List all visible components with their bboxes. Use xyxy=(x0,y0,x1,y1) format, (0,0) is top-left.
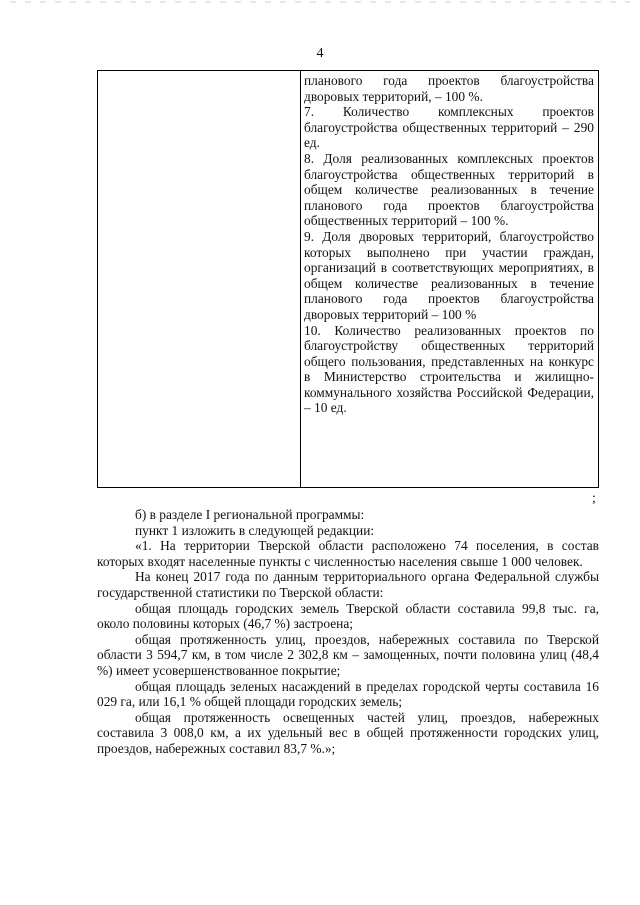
table-right-cell xyxy=(304,73,594,416)
body-paragraph: «1. На территории Тверской области расположено 74 поселения, в состав которых входят населенные пункты с численностью населения свыше 1 000 человек. xyxy=(97,538,599,569)
table-closing-semicolon: ; xyxy=(592,491,596,506)
scan-artifact-marks xyxy=(0,0,640,6)
program-table xyxy=(97,70,599,488)
body-paragraph: общая площадь городских земель Тверской области составила 99,8 тыс. га, около половины которых (46,7 %) застроена; xyxy=(97,600,599,632)
body-paragraph: пункт 1 изложить в следующей редакции: xyxy=(135,522,375,538)
body-paragraph: б) в разделе I региональной программы: xyxy=(135,507,365,522)
body-paragraph: общая площадь зеленых насаждений в пределах городской черты составила 16 029 га, или 16,1 % общей площади городских земель; xyxy=(97,678,599,710)
body-paragraph: общая протяженность освещенных частей улиц, проездов, набережных составила 3 008,0 км, а их удельный вес в общей протяженности городских улиц, проездов, набережных составил 83,7 %.»; xyxy=(97,709,599,756)
body-text xyxy=(97,507,599,757)
body-paragraph: На конец 2017 года по данным территориального органа Федеральной службы государственной статистики по Тверской области: xyxy=(97,569,599,600)
cell-paragraph: 7. Количество комплексных проектов благоустройства общественных территорий – 290 ед. xyxy=(304,104,594,151)
page-number: 4 xyxy=(316,46,324,61)
cell-paragraph: планового года проектов благоустройства дворовых территорий, – 100 %. xyxy=(304,73,594,104)
table-column-divider xyxy=(300,71,301,487)
cell-paragraph: 9. Доля дворовых территорий, благоустройство которых выполнено при участии граждан, организаций в соответствующих мероприятиях, в общем количестве реализованных в течение планового года проектов благоустройства дворовых территорий – 100 % xyxy=(304,228,594,322)
body-paragraph: общая протяженность улиц, проездов, набережных составила по Тверской области 3 594,7 км, в том числе 2 302,8 км – замощенных, почти половина улиц (48,4 %) имеет усовершенствованное покрытие; xyxy=(97,631,599,678)
cell-paragraph: 8. Доля реализованных комплексных проектов благоустройства общественных территорий в общем количестве реализованных в течение планового года проектов благоустройства общественных территорий – 100 %. xyxy=(304,150,594,229)
cell-paragraph: 10. Количество реализованных проектов по благоустройству общественных территорий общего пользования, представленных на конкурс в Министерство строительства и жилищно-коммунального хозяйства Российской Федерации, – 10 ед. xyxy=(304,322,594,416)
